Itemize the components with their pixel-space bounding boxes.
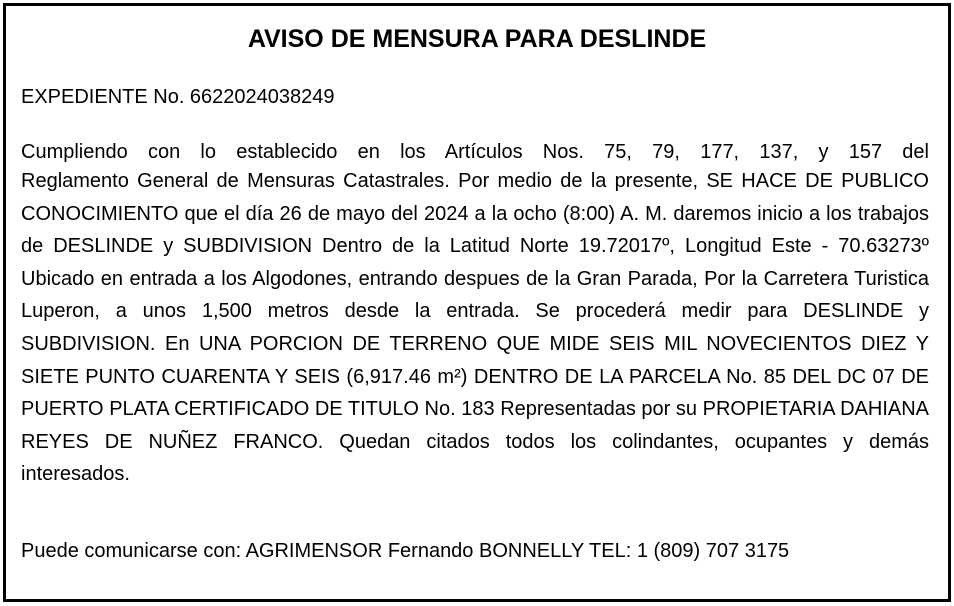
notice-frame — [3, 3, 951, 602]
contact-line: Puede comunicarse con: AGRIMENSOR Fernando BONNELLY TEL: 1 (809) 707 3175 — [21, 540, 790, 562]
notice-body — [21, 139, 929, 491]
notice-body-first-line: Cumpliendo con lo establecido en los Artículos Nos. 75, 79, 177, 137, y 157 del — [21, 141, 929, 163]
notice-title: AVISO DE MENSURA PARA DESLINDE — [247, 25, 707, 53]
expediente-number: EXPEDIENTE No. 6622024038249 — [21, 86, 335, 108]
notice-body-rest: Reglamento General de Mensuras Catastrales. Por medio de la presente, SE HACE DE PUBLICO CONOCIMIENTO que el día 26 de mayo del 2024 a la ocho (8:00) A. M. daremos inicio a los trabajos de DESLINDE y SUBDIVISION Dentro de la Latitud Norte 19.72017º, Longitud Este - 70.63273º Ubicado en entrada a los Algodones, entrando despues de la Gran Parada, Por la Carretera Turistica Luperon, a unos 1,500 metros desde la entrada. Se procederá medir para DESLINDE y SUBDIVISION. En UNA PORCION DE TERRENO QUE MIDE SEIS MIL NOVECIENTOS DIEZ Y SIETE PUNTO CUARENTA Y SEIS (6,917.46 m²) DENTRO DE LA PARCELA No. 85 DEL DC 07 DE PUERTO PLATA CERTIFICADO DE TITULO No. 183 Representadas por su PROPIETARIA DAHIANA REYES DE NUÑEZ FRANCO. Quedan citados todos los colindantes, ocupantes y demás interesados. — [21, 170, 929, 486]
